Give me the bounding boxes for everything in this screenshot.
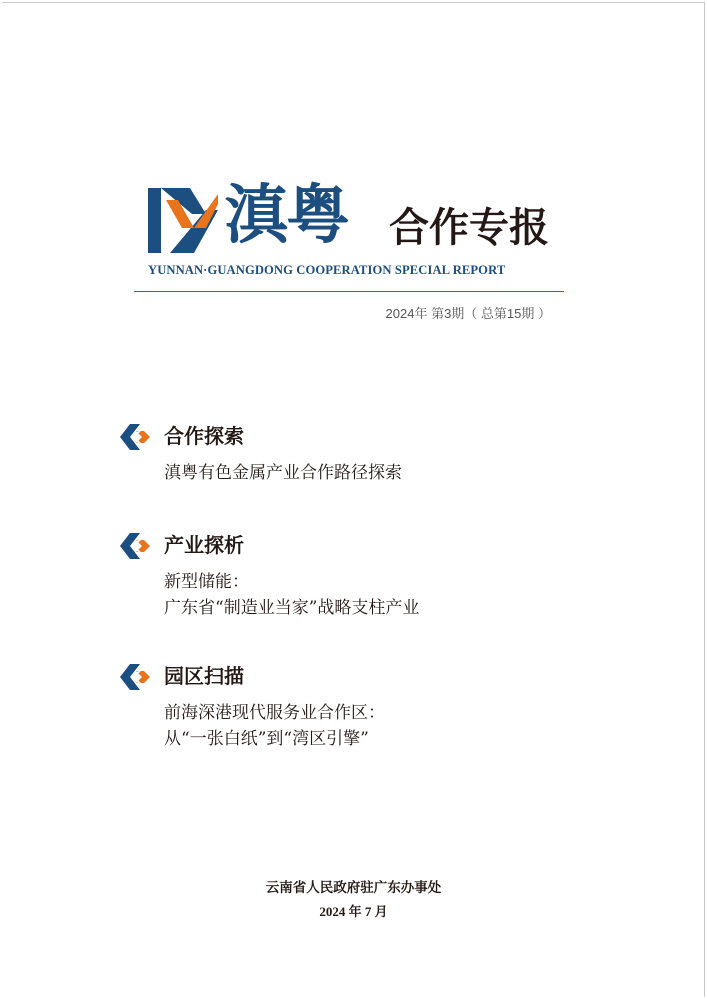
section-article[interactable]: [164, 460, 402, 486]
publisher: 云南省人民政府驻广东办事处: [265, 880, 442, 896]
yunnan-guangdong-logo-icon: [148, 188, 218, 253]
section-title: 产业探析: [164, 533, 244, 557]
section-article[interactable]: [164, 700, 385, 752]
publication-date: 2024 年 7 月: [319, 904, 388, 919]
masthead-divider: [134, 291, 564, 292]
article-line: 广东省“制造业当家”战略支柱产业: [164, 598, 420, 618]
publication-subtitle: 合作专报: [389, 204, 549, 251]
diamond-bullet-icon: [118, 422, 152, 452]
article-line: 滇粤有色金属产业合作路径探索: [164, 463, 402, 483]
diamond-bullet-icon: [118, 531, 152, 561]
masthead: [0, 0, 707, 330]
section-title: 合作探索: [164, 424, 244, 448]
publication-title: 滇粤: [224, 179, 348, 253]
article-line: 新型储能：: [164, 572, 249, 592]
section-article[interactable]: [164, 569, 419, 621]
publication-title-english: YUNNAN·GUANGDONG COOPERATION SPECIAL REPORT: [148, 263, 506, 277]
diamond-bullet-icon: [118, 662, 152, 692]
section-title: 园区扫描: [164, 664, 244, 688]
article-line: 前海深港现代服务业合作区：: [164, 703, 385, 723]
article-line: 从“一张白纸”到“湾区引擎”: [164, 729, 369, 749]
issue-number: 2024年 第3期（ 总第15期 ）: [385, 306, 551, 321]
